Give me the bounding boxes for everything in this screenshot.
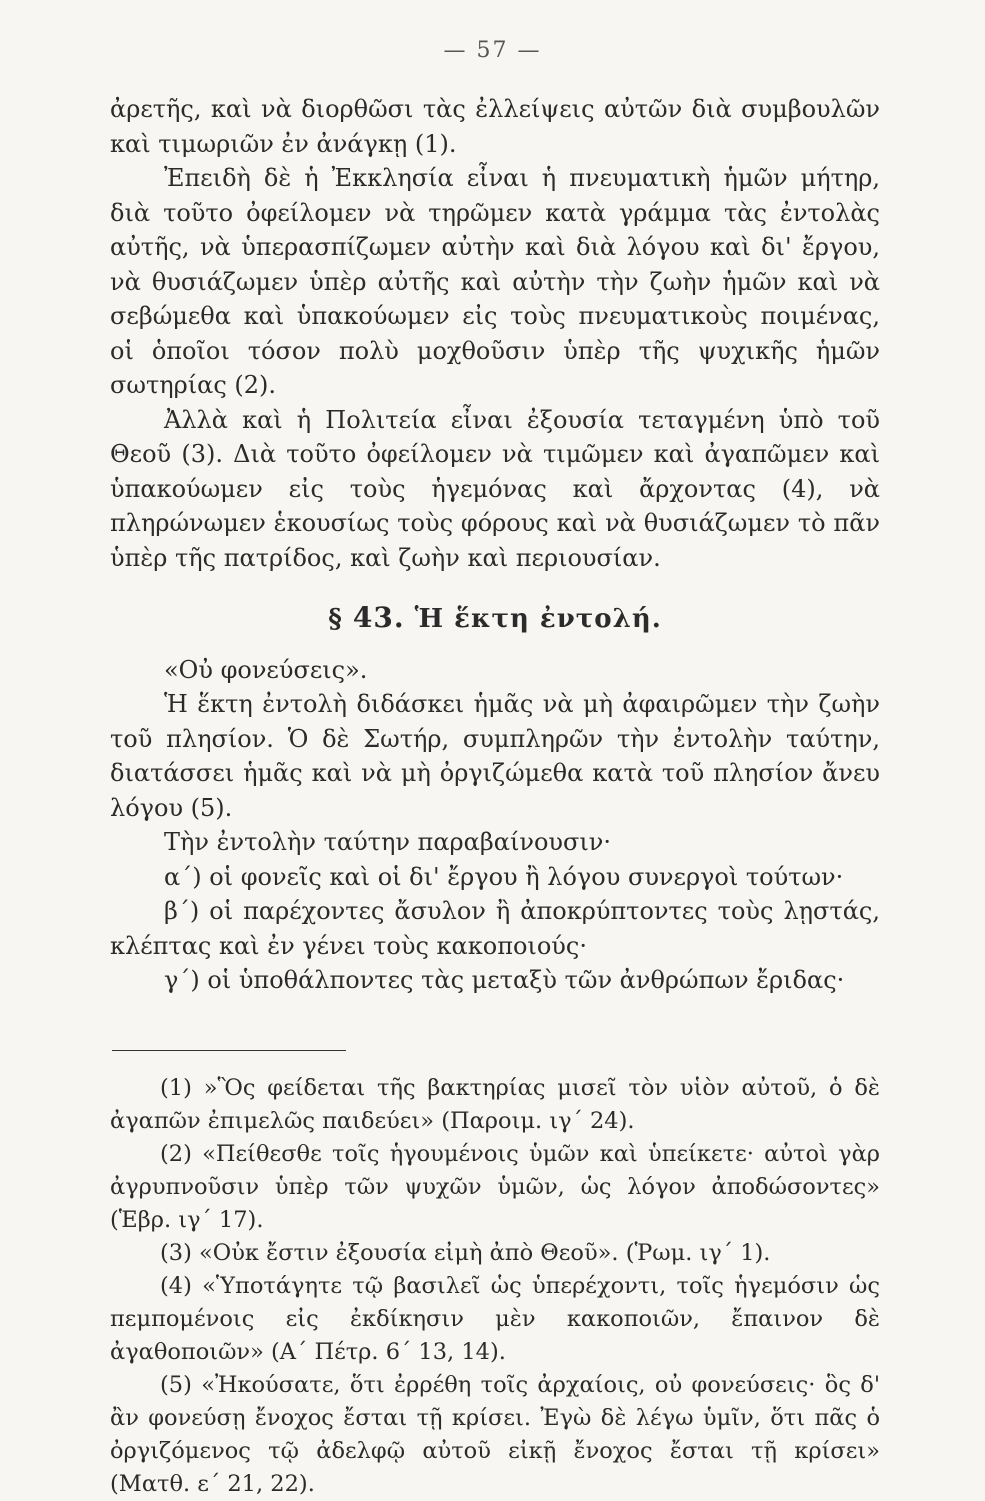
- section-title: Ἡ ἕκτη ἐντολή.: [414, 604, 662, 634]
- main-text: [110, 92, 880, 998]
- paragraph-sixth-commandment: Ἡ ἕκτη ἐντολὴ διδάσκει ἡμᾶς νὰ μὴ ἀφαιρῶμεν τὴν ζωὴν τοῦ πλησίον. Ὁ δὲ Σωτήρ, συμπληρῶν τὴν ἐντολὴν ταύτην, διατάσσει ἡμᾶς καὶ νὰ μὴ ὀργιζώμεθα κατὰ τοῦ πλησίον ἄνευ λόγου (5).: [110, 690, 880, 822]
- footnote: (4) «Ὑποτάγητε τῷ βασιλεῖ ὡς ὑπερέχοντι, τοῖς ἡγεμόσιν ὡς πεμπομένοις εἰς ἐκδίκησιν μὲν κακοποιῶν, ἔπαινον δὲ ἀγαθοποιῶν» (Α´ Πέτρ. 6´ 13, 14).: [110, 1273, 880, 1365]
- section-heading: [110, 601, 880, 637]
- footnotes: [110, 1072, 880, 1501]
- paragraph-transgressors-intro: Τὴν ἐντολὴν ταύτην παραβαίνουσιν·: [164, 828, 611, 856]
- footnote: (5) «Ἠκούσατε, ὅτι ἐρρέθη τοῖς ἀρχαίοις, οὐ φονεύσεις· ὃς δ' ἂν φονεύσῃ ἔνοχος ἔσται τῇ κρίσει. Ἐγὼ δὲ λέγω ὑμῖν, ὅτι πᾶς ὁ ὀργιζόμενος τῷ ἀδελφῷ αὐτοῦ εἰκῇ ἔνοχος ἔσται τῇ κρίσει» (Ματθ. ε´ 21, 22).: [110, 1372, 880, 1497]
- footnote: (1) »Ὃς φείδεται τῆς βακτηρίας μισεῖ τὸν υἱὸν αὐτοῦ, ὁ δὲ ἀγαπῶν ἐπιμελῶς παιδεύει» (Παροιμ. ιγ´ 24).: [110, 1075, 880, 1134]
- paragraph-state: Ἀλλὰ καὶ ἡ Πολιτεία εἶναι ἐξουσία τεταγμένη ὑπὸ τοῦ Θεοῦ (3). Διὰ τοῦτο ὀφείλομεν νὰ τιμῶμεν καὶ ἀγαπῶμεν καὶ ὑπακούωμεν εἰς τοὺς ἡγεμόνας καὶ ἄρχοντας (4), νὰ πληρώνωμεν ἑκουσίως τοὺς φόρους καὶ νὰ θυσιάζωμεν τὸ πᾶν ὑπὲρ τῆς πατρίδος, καὶ ζωὴν καὶ περιουσίαν.: [110, 405, 880, 572]
- list-item: β´) οἱ παρέχοντες ἄσυλον ἢ ἀποκρύπτοντες τοὺς λῃστάς, κλέπτας καὶ ἐν γένει τοὺς κακοποιούς·: [110, 897, 880, 960]
- commandment-quote: «Οὐ φονεύσεις».: [164, 655, 368, 684]
- footnote: (3) «Οὐκ ἔστιν ἐξουσία εἰμὴ ἀπὸ Θεοῦ». (Ῥωμ. ιγ´ 1).: [160, 1240, 771, 1266]
- page-number: — 57 —: [443, 38, 542, 63]
- section-number: 43.: [352, 601, 405, 634]
- list-item: γ´) οἱ ὑποθάλποντες τὰς μεταξὺ τῶν ἀνθρώπων ἔριδας·: [164, 966, 845, 994]
- paragraph-church: Ἐπειδὴ δὲ ἡ Ἐκκλησία εἶναι ἡ πνευματικὴ ἡμῶν μήτηρ, διὰ τοῦτο ὀφείλομεν νὰ τηρῶμεν κατὰ γράμμα τὰς ἐντολὰς αὐτῆς, νὰ ὑπερασπίζωμεν αὐτὴν καὶ διὰ λόγου καὶ δι' ἔργου, νὰ θυσιάζωμεν ὑπὲρ αὐτῆς καὶ αὐτὴν τὴν ζωὴν ἡμῶν καὶ νὰ σεβώμεθα καὶ ὑπακούωμεν εἰς τοὺς πνευματικοὺς ποιμένας, οἱ ὁποῖοι τόσον πολὺ μοχθοῦσιν ὑπὲρ τῆς ψυχικῆς ἡμῶν σωτηρίας (2).: [110, 164, 880, 399]
- paragraph-continuation: ἀρετῆς, καὶ νὰ διορθῶσι τὰς ἐλλείψεις αὐτῶν διὰ συμβουλῶν καὶ τιμωριῶν ἐν ἀνάγκῃ (1).: [110, 95, 880, 158]
- footnote: (2) «Πείθεσθε τοῖς ἡγουμένοις ὑμῶν καὶ ὑπείκετε· αὐτοὶ γὰρ ἀγρυπνοῦσιν ὑπὲρ τῶν ψυχῶν ὑμῶν, ὡς λόγον ἀποδώσοντες» (Ἑβρ. ιγ´ 17).: [110, 1141, 880, 1233]
- section-symbol: §: [328, 604, 343, 634]
- footnote-divider: [112, 1050, 346, 1051]
- list-item: α´) οἱ φονεῖς καὶ οἱ δι' ἔργου ἢ λόγου συνεργοὶ τούτων·: [164, 862, 844, 891]
